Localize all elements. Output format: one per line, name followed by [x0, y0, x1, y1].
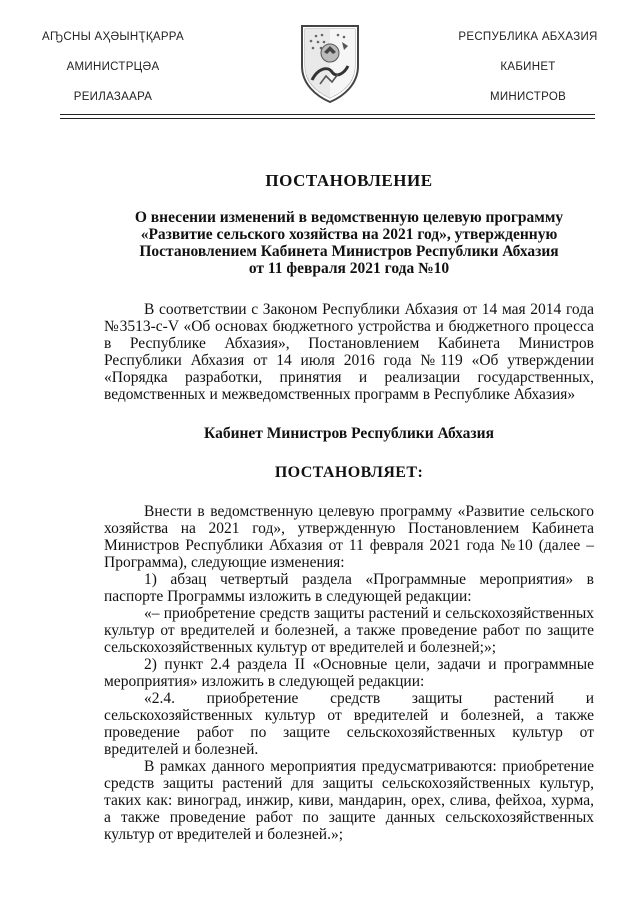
- header-divider-thin: [60, 118, 595, 119]
- subject-line-3: Постановлением Кабинета Министров Республики Абхазия: [139, 243, 559, 260]
- document-body: [104, 172, 594, 843]
- header-right-block: [448, 30, 608, 120]
- cabinet-heading: Кабинет Министров Республики Абхазия: [204, 425, 494, 442]
- header-left-block: [38, 30, 188, 120]
- preamble-paragraph: В соответствии с Законом Республики Абхазия от 14 мая 2014 года №3513-с-V «Об основах бюджетного устройства и бюджетного процесса в Республике Абхазия», Постановлением Кабинета Министров Республики Абхазия от 14 июля 2016 года №119 «Об утверждении «Порядка разработки, принятия и реализации государственных, ведомственных и межведомственных программ в Республике Абхазия»: [104, 301, 594, 403]
- header-right-line-3: МИНИСТРОВ: [489, 91, 567, 103]
- header-left-line-2: АМИНИСТРЦӘА: [66, 61, 160, 73]
- document-title: ПОСТАНОВЛЕНИЕ: [265, 171, 433, 190]
- paragraph-item-2-details: В рамках данного мероприятия предусматриваются: приобретение средств защиты растений для защиты сельскохозяйственных культур, таких как: виноград, инжир, киви, мандарин, орех, слива, фейхоа, хурма, а также проведение работ по защите данных сельскохозяйственных культур от вредителей и болезней.»;: [104, 758, 594, 843]
- subject-line-2: «Развитие сельского хозяйства на 2021 год», утвержденную: [140, 226, 558, 243]
- paragraph-item-2-text: «2.4. приобретение средств защиты растений и сельскохозяйственных культур от вредителей и болезней, а также проведение работ по защите сельскохозяйственных культур от вредителей и болезней.: [104, 690, 594, 758]
- header-left-line-3: РЕИЛАЗААРА: [73, 91, 153, 103]
- paragraph-item-1: 1) абзац четвертый раздела «Программные мероприятия» в паспорте Программы изложить в следующей редакции:: [104, 571, 594, 605]
- subject-line-4: от 11 февраля 2021 года №10: [248, 260, 450, 277]
- decrees-heading: ПОСТАНОВЛЯЕТ:: [274, 464, 424, 481]
- document-subject: [104, 209, 594, 277]
- paragraph-intro: Внести в ведомственную целевую программу «Развитие сельского хозяйства на 2021 год», утвержденную Постановлением Кабинета Министров Республики Абхазия от 11 февраля 2021 года №10 (далее – Программа), следующие изменения:: [104, 503, 594, 571]
- paragraph-item-2: 2) пункт 2.4 раздела II «Основные цели, задачи и программные мероприятия» изложить в следующей редакции:: [104, 656, 594, 690]
- paragraph-item-1-text: «– приобретение средств защиты растений и сельскохозяйственных культур от вредителей и болезней, а также проведение работ по защите сельскохозяйственных культур от вредителей и болезней;»;: [104, 605, 594, 656]
- header-divider-thick: [60, 114, 595, 115]
- header-left-line-1: АҦСНЫ АҲӘЫНҬҚАРРА: [42, 31, 184, 43]
- header-right-line-1: РЕСПУБЛИКА АБХАЗИЯ: [458, 31, 598, 43]
- state-emblem-icon: [298, 22, 362, 104]
- header-right-line-2: КАБИНЕТ: [500, 61, 556, 73]
- subject-line-1: О внесении изменений в ведомственную целевую программу: [134, 209, 564, 226]
